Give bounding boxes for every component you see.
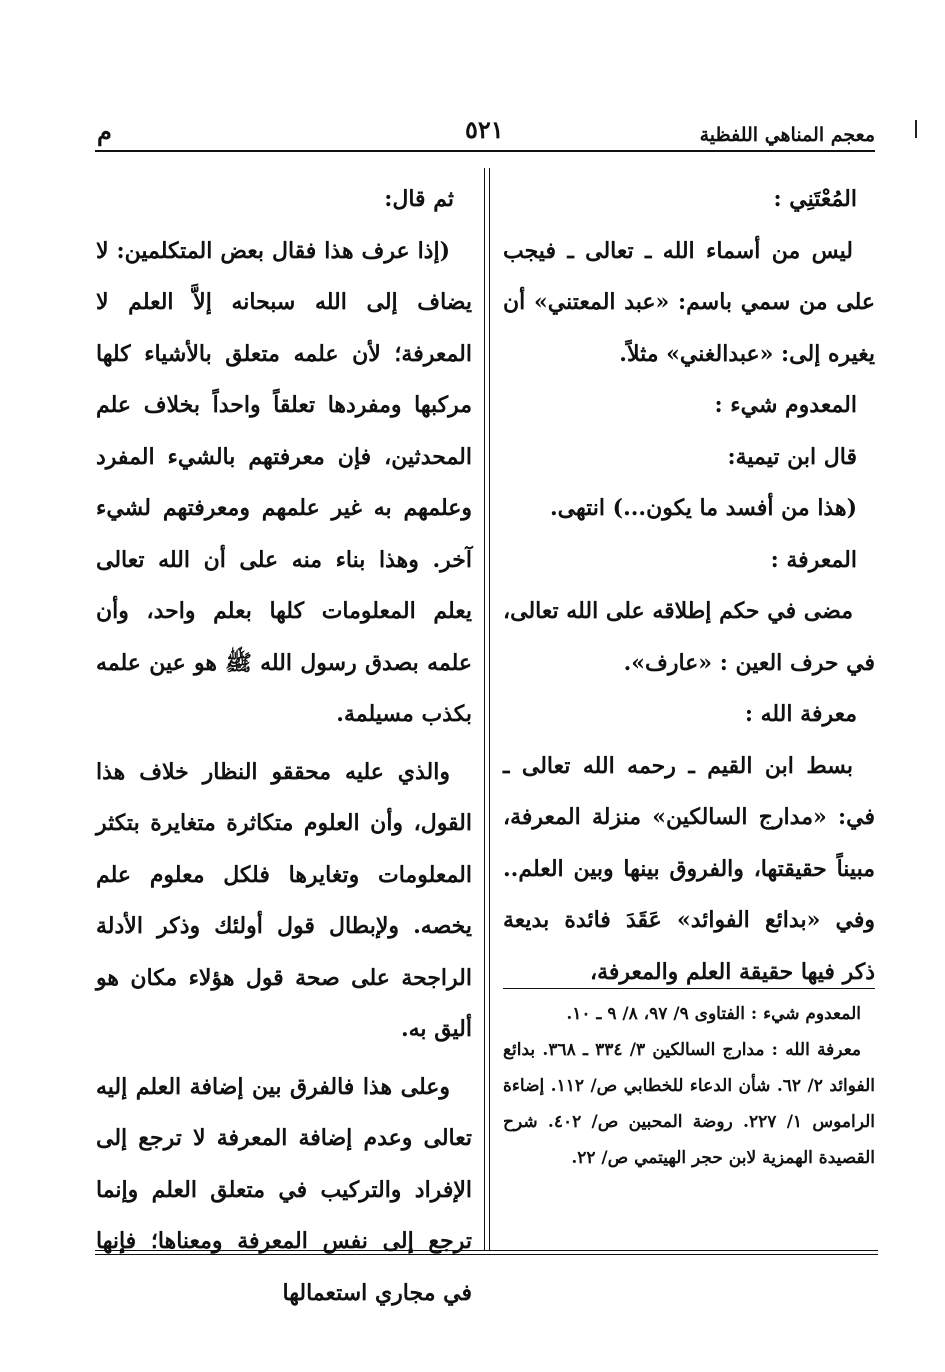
- quote: (هذا من أفسد ما يكون...) انتهى.: [550, 495, 857, 521]
- page-edge-mark: [915, 120, 917, 138]
- left-column: [96, 174, 472, 1319]
- paragraph: قال ابن تيمية:: [727, 443, 857, 470]
- entry-heading-almuatani: المُعْتَنِي :: [773, 186, 857, 212]
- entry-heading-marifat-allah: معرفة الله :: [744, 701, 857, 727]
- footnote: معرفة الله : مدارج السالكين ٣/ ٣٣٤ ـ ٣٦٨. بدائع الفوائد ٢/ ٦٢. شأن الدعاء للخطابي ص/ ١١٢. إضاءة الراموس ١/ ٢٢٧. روضة المحبين ص/ ٤٠٢. شرح القصيدة الهمزية لابن حجر الهيتمي ص/ ٢٢.: [503, 1040, 875, 1168]
- right-column: [503, 174, 875, 998]
- column-divider: [484, 168, 490, 1250]
- bottom-rule: [95, 1250, 878, 1255]
- paragraph: والذي عليه محققو النظار خلاف هذا القول، وأن العلوم متكاثرة متغايرة بتكثر المعلومات وتغايرها فلكل معلوم علم يخصه. ولإبطال قول أولئك وذكر الأدلة الراجحة على صحة قول هؤلاء مكان هو أليق به.: [96, 758, 472, 1042]
- header-rule: [95, 150, 875, 152]
- entry-heading-almadoom: المعدوم شيء :: [714, 392, 857, 418]
- paragraph: ليس من أسماء الله ـ تعالى ـ فيجب على من سمي باسم: «عبد المعتني» أن يغيره إلى: «عبدالغني» مثلاً.: [503, 237, 875, 367]
- quote-paragraph: (إذا عرف هذا فقال بعض المتكلمين: لا يضاف إلى الله سبحانه إلاَّ العلم لا المعرفة؛ لأن علمه متعلق بالأشياء كلها مركبها ومفردها تعلقاً واحداً بخلاف علم المحدثين، فإن معرفتهم بالشيء المفرد وعلمهم به غير علمهم ومعرفتهم لشيء آخر. وهذا بناء منه على أن الله تعالى يعلم المعلومات كلها بعلم واحد، وأن علمه بصدق رسول الله ﷺ هو عين علمه بكذب مسيلمة.: [96, 237, 472, 727]
- running-header: [95, 108, 875, 152]
- paragraph: ثم قال:: [384, 186, 454, 212]
- footnote-rule: [503, 988, 875, 989]
- page-number: ٥٢١: [465, 115, 504, 144]
- paragraph: مضى في حكم إطلاقه على الله تعالى، في حرف العين : «عارف».: [503, 598, 875, 676]
- paragraph: بسط ابن القيم ـ رحمه الله تعالى ـ في: «مدارج السالكين» منزلة المعرفة، مبيناً حقيقتها، والفروق بينها وبين العلم.. وفي «بدائع الفوائد» عَقَدَ فائدة بديعة ذكر فيها حقيقة العلم والمعرفة،: [503, 752, 875, 985]
- entry-heading-almarifa: المعرفة :: [770, 546, 857, 573]
- footnote: المعدوم شيء : الفتاوى ٩/ ٩٧، ٨/ ٩ ـ ١٠.: [566, 1004, 861, 1024]
- footnotes: [503, 996, 875, 1176]
- chapter-letter: م: [97, 117, 112, 146]
- paragraph: وعلى هذا فالفرق بين إضافة العلم إليه تعالى وعدم إضافة المعرفة لا ترجع إلى الإفراد والتركيب في متعلق العلم وإنما ترجع إلى نفس المعرفة ومعناها؛ فإنها في مجاري استعمالها: [96, 1073, 472, 1306]
- book-title: معجم المناهي اللفظية: [699, 124, 875, 146]
